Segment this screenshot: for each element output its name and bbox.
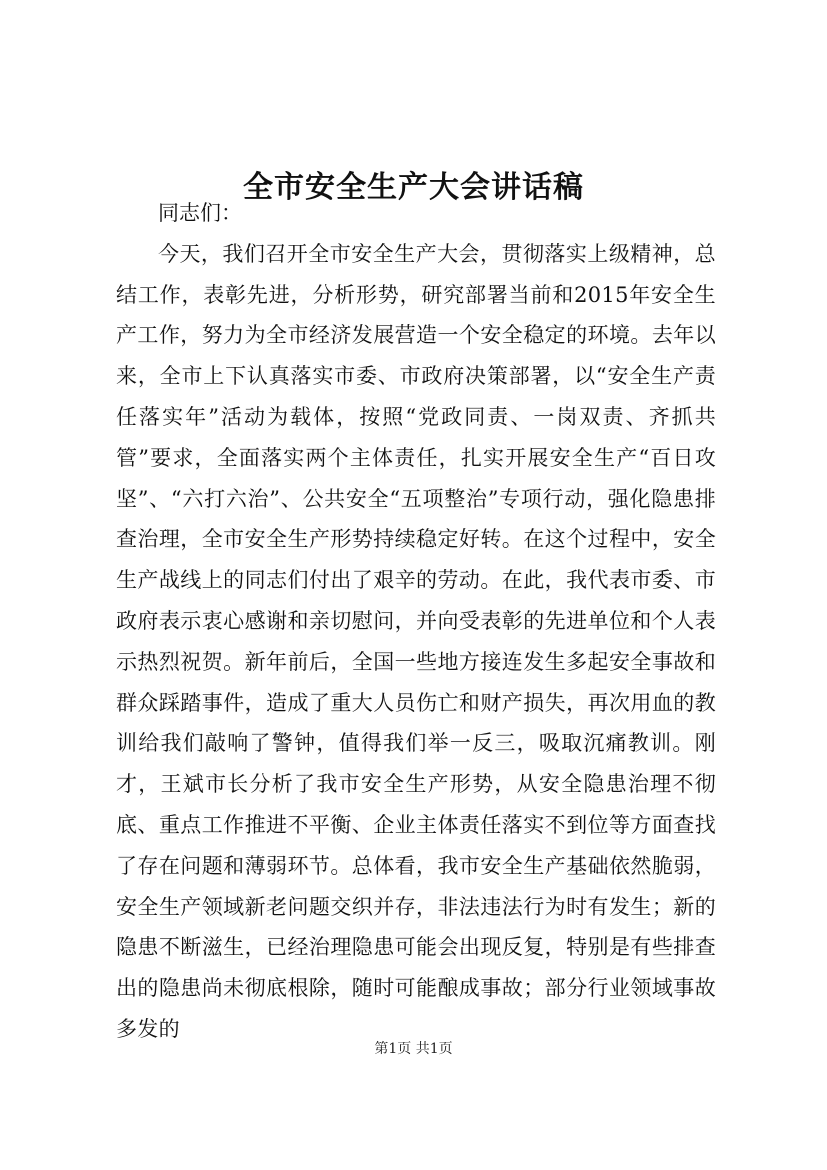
document-title: 全市安全生产大会讲话稿 <box>243 170 584 206</box>
salutation: 同志们： <box>158 201 242 225</box>
page-number-footer: 第1页 共1页 <box>374 1041 453 1057</box>
speech-paragraph: 今天，我们召开全市安全生产大会，贯彻落实上级精神，总结工作，表彰先进，分析形势，研究部署当前和2015年安全生产工作，努力为全市经济发展营造一个安全稳定的环境。去年以来，全市上下认真落实市委、市政府决策部署，以“安全生产责任落实年”活动为载体，按照“党政同责、一岗双责、齐抓共管”要求，全面落实两个主体责任，扎实开展安全生产“百日攻坚”、“六打六治”、公共安全“五项整治”专项行动，强化隐患排查治理，全市安全生产形势持续稳定好转。在这个过程中，安全生产战线上的同志们付出了艰辛的劳动。在此，我代表市委、市政府表示衷心感谢和亲切慰问，并向受表彰的先进单位和个人表示热烈祝贺。新年前后，全国一些地方接连发生多起安全事故和群众踩踏事件，造成了重大人员伤亡和财产损失，再次用血的教训给我们敲响了警钟，值得我们举一反三，吸取沉痛教训。刚才，王斌市长分析了我市安全生产形势，从安全隐患治理不彻底、重点工作推进不平衡、企业主体责任落实不到位等方面查找了存在问题和薄弱环节。总体看，我市安全生产基础依然脆弱，安全生产领域新老问题交织并存，非法违法行为时有发生；新的隐患不断滋生，已经治理隐患可能会出现反复，特别是有些排查出的隐患尚未彻底根除，随时可能酿成事故；部分行业领域事故多发的 <box>116 241 716 1041</box>
document-body <box>116 193 716 1050</box>
